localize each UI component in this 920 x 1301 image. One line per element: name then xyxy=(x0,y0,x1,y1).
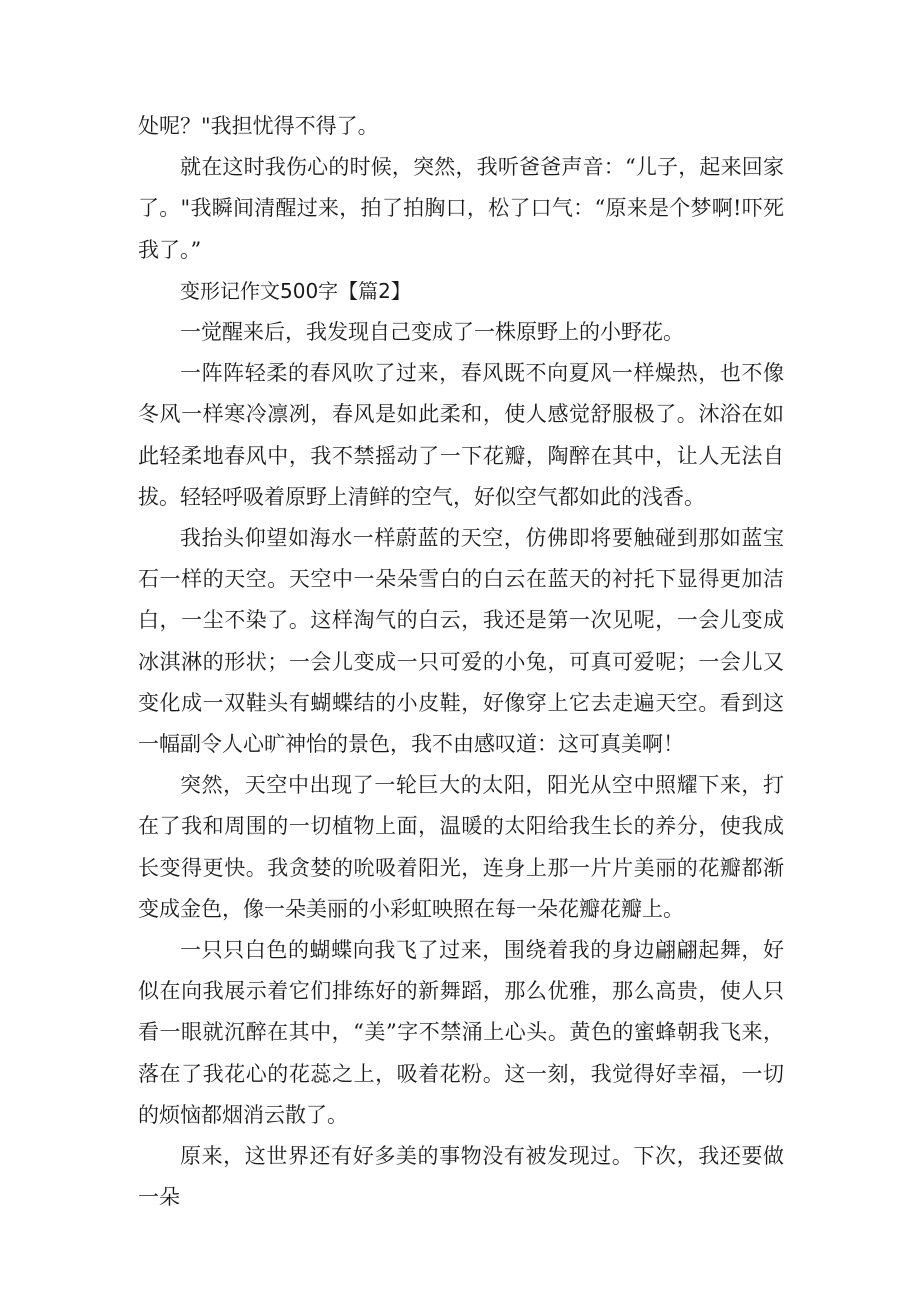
section-heading: 变形记作文500字【篇2】 xyxy=(180,278,411,303)
paragraph: 原来，这世界还有好多美的事物没有被发现过。下次，我还要做一朵 xyxy=(138,1144,784,1210)
paragraph: 一阵阵轻柔的春风吹了过来，春风既不向夏风一样燥热，也不像冬风一样寒冷凛冽，春风是如此柔和，使人感觉舒服极了。沐浴在如此轻柔地春风中，我不禁摇动了一下花瓣，陶醉在其中，让人无法自拔。轻轻呼吸着原野上清鲜的空气，好似空气都如此的浅香。 xyxy=(138,361,784,509)
paragraph: 一只只白色的蝴蝶向我飞了过来，围绕着我的身边翩翩起舞，好似在向我展示着它们排练好的新舞蹈，那么优雅，那么高贵，使人只看一眼就沉醉在其中，“美”字不禁涌上心头。黄色的蜜蜂朝我飞来，落在了我花心的花蕊之上，吸着花粉。这一刻，我觉得好幸福，一切的烦恼都烟消云散了。 xyxy=(138,938,784,1127)
document-body xyxy=(138,106,784,1218)
paragraph: 一觉醒来后，我发现自己变成了一株原野上的小野花。 xyxy=(180,320,684,345)
paragraph: 就在这时我伤心的时候，突然，我听爸爸声音：“儿子，起来回家了。"我瞬间清醒过来，拍了拍胸口，松了口气：“原来是个梦啊!吓死我了。” xyxy=(138,155,784,262)
paragraph: 突然，天空中出现了一轮巨大的太阳，阳光从空中照耀下来，打在了我和周围的一切植物上面，温暖的太阳给我生长的养分，使我成长变得更快。我贪婪的吮吸着阳光，连身上那一片片美丽的花瓣都渐变成金色，像一朵美丽的小彩虹映照在每一朵花瓣花瓣上。 xyxy=(138,773,784,921)
paragraph-continuation: 处呢？"我担忧得不得了。 xyxy=(138,114,379,138)
paragraph: 我抬头仰望如海水一样蔚蓝的天空，仿佛即将要触碰到那如蓝宝石一样的天空。天空中一朵朵雪白的白云在蓝天的衬托下显得更加洁白，一尘不染了。这样淘气的白云，我还是第一次见呢，一会儿变成冰淇淋的形状；一会儿变成一只可爱的小兔，可真可爱呢；一会儿又变化成一双鞋头有蝴蝶结的小皮鞋，好像穿上它去走遍天空。看到这一幅副令人心旷神怡的景色，我不由感叹道：这可真美啊！ xyxy=(138,526,784,757)
